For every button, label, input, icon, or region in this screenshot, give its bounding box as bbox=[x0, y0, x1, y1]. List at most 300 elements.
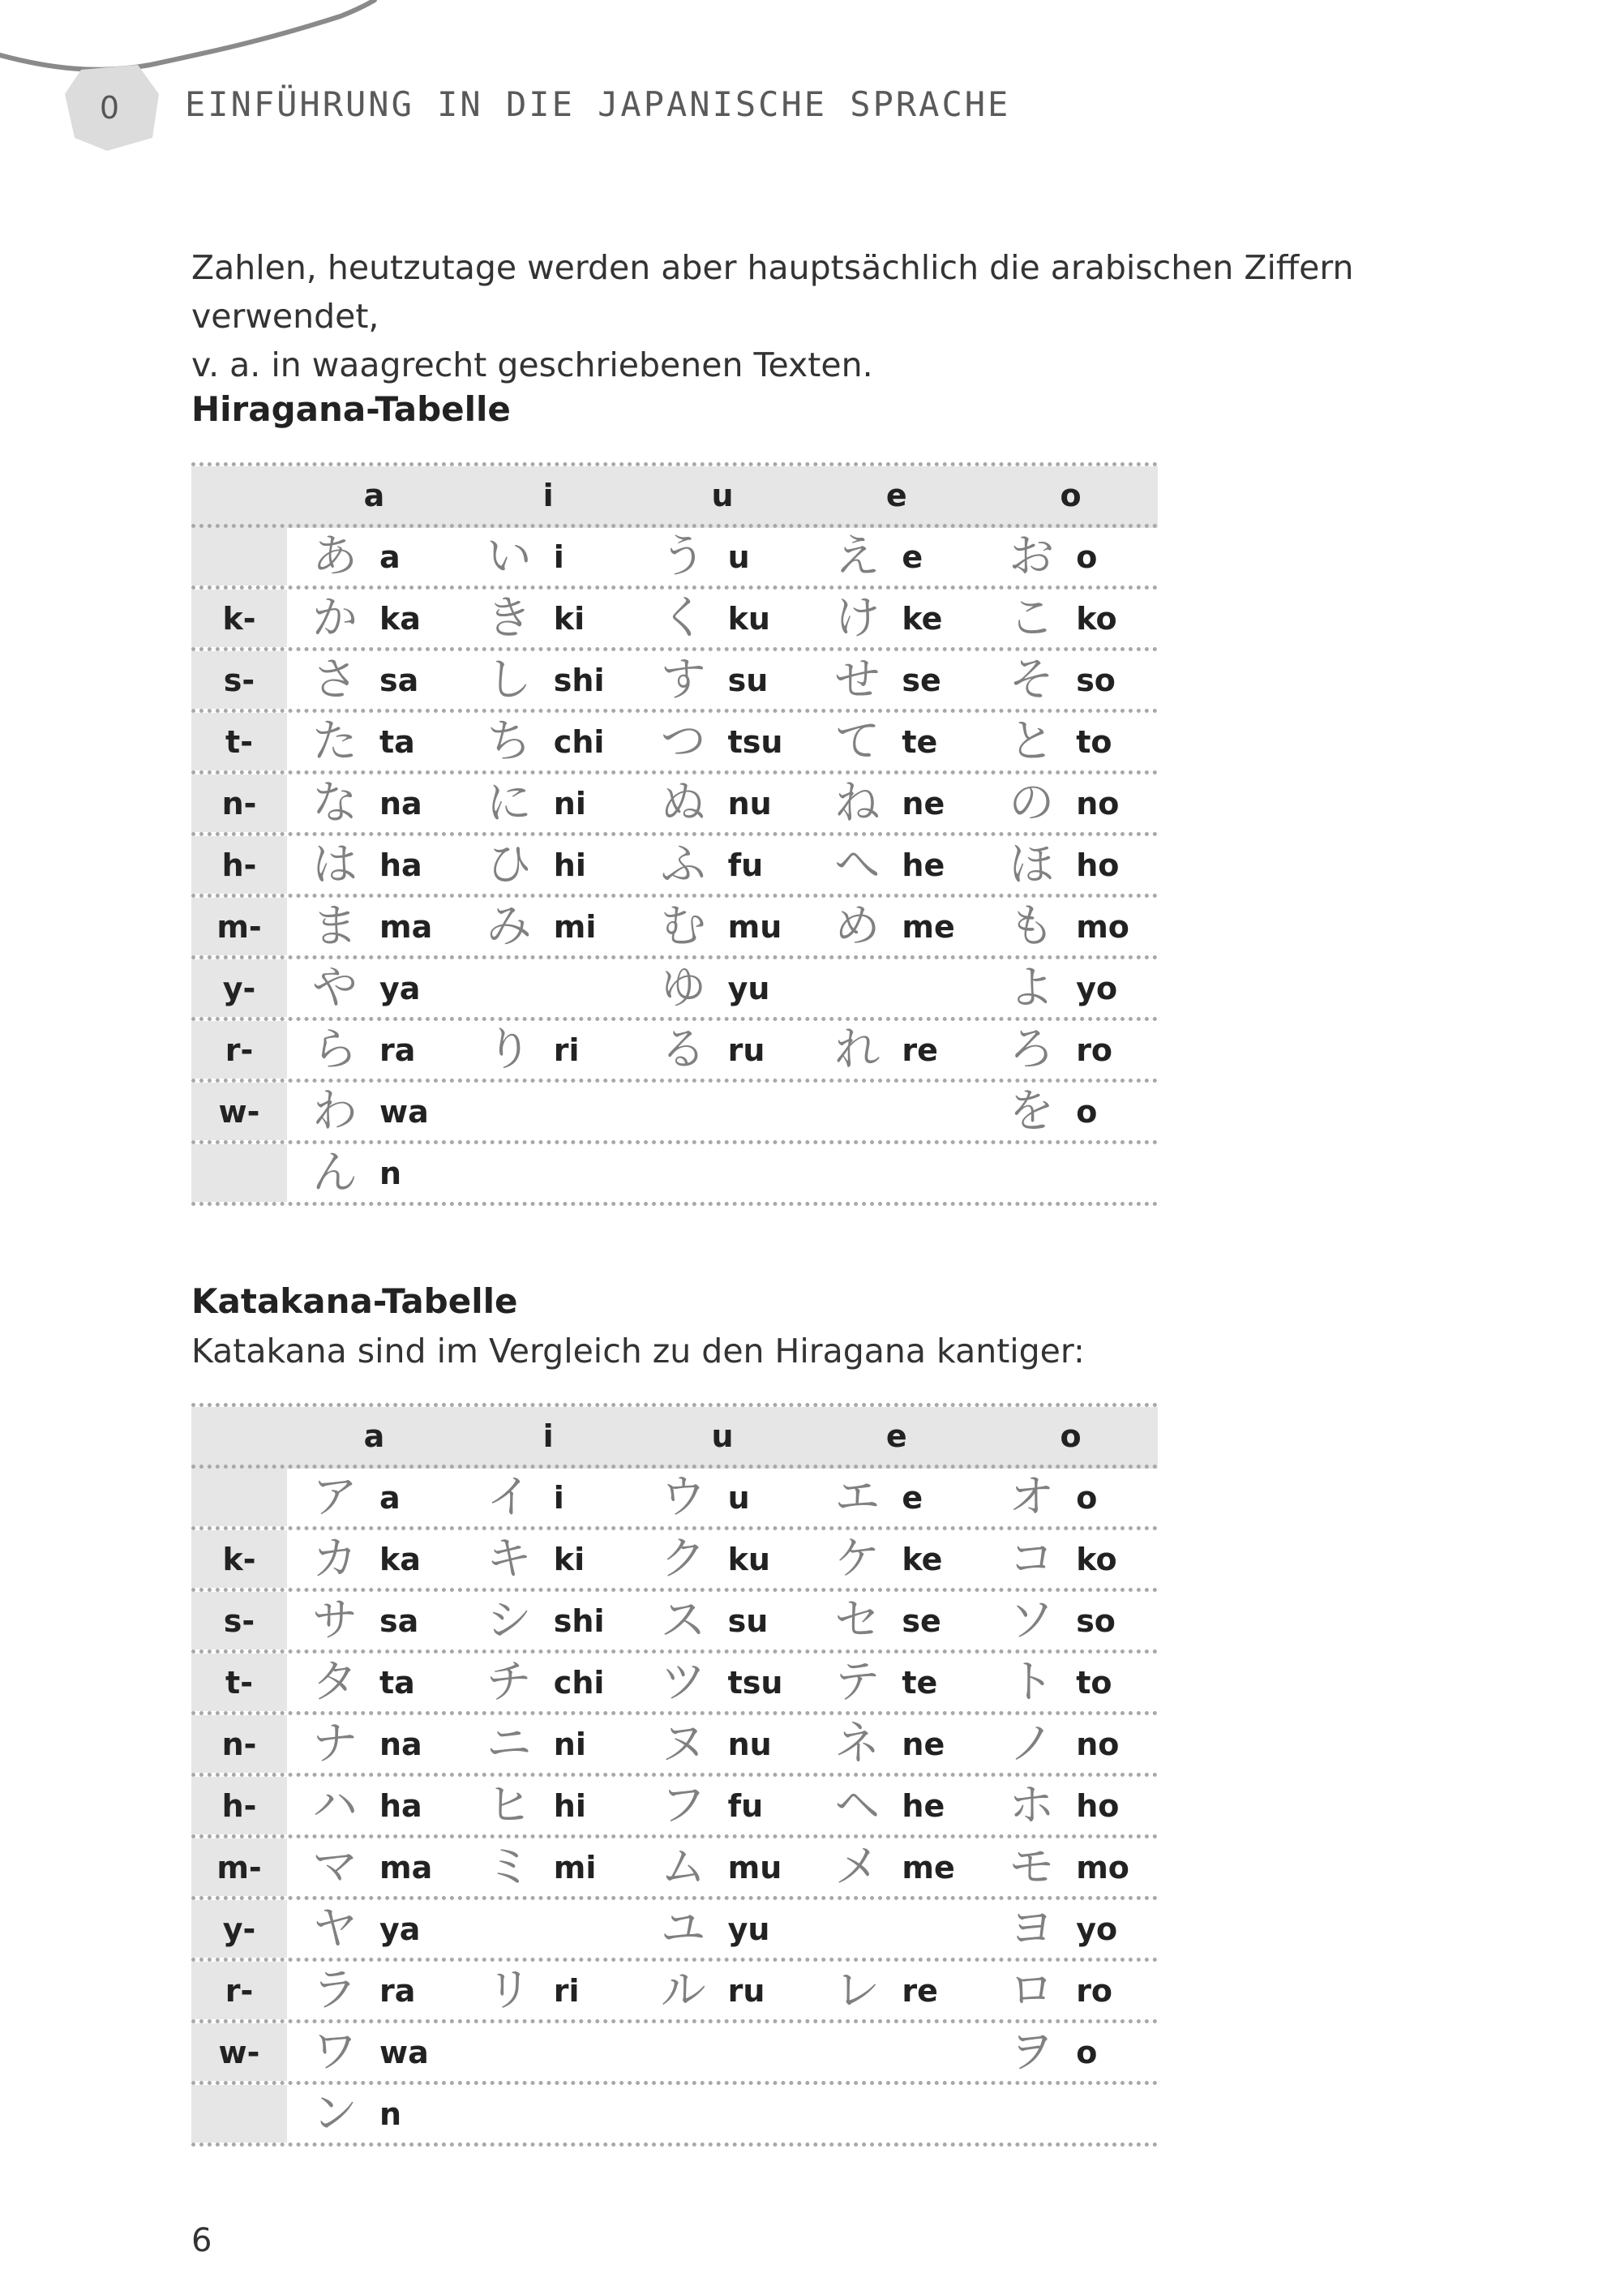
kana-cell bbox=[287, 1021, 461, 1079]
romaji-label: ki bbox=[553, 1541, 585, 1577]
romaji-label: ka bbox=[379, 600, 421, 637]
romaji-label: fu bbox=[727, 847, 764, 883]
kana-glyph: せ bbox=[834, 653, 881, 706]
katakana-title: Katakana-Tabelle bbox=[191, 1281, 518, 1321]
consonant-label: r- bbox=[191, 1021, 287, 1079]
romaji-label: na bbox=[379, 785, 422, 821]
romaji-label: re bbox=[902, 1032, 938, 1068]
kana-cell bbox=[461, 1021, 636, 1079]
kana-cell bbox=[983, 1962, 1158, 2019]
kana-cell bbox=[636, 1654, 810, 1711]
table-row bbox=[191, 1838, 1158, 1900]
empty-cell bbox=[809, 959, 983, 1017]
romaji-label: me bbox=[902, 908, 955, 945]
table-header-row bbox=[191, 1407, 1158, 1469]
kana-cell bbox=[287, 1469, 461, 1526]
kana-cell bbox=[287, 1715, 461, 1773]
kana-cell bbox=[809, 1530, 983, 1588]
romaji-label: ta bbox=[379, 1664, 415, 1701]
kana-cell bbox=[809, 528, 983, 586]
vowel-header: e bbox=[885, 1418, 907, 1454]
kana-glyph: リ bbox=[486, 1963, 532, 2017]
romaji-label: ko bbox=[1076, 600, 1117, 637]
kana-cell bbox=[983, 1715, 1158, 1773]
romaji-label: ha bbox=[379, 847, 422, 883]
kana-cell bbox=[983, 2023, 1158, 2081]
kana-glyph: ク bbox=[660, 1532, 706, 1585]
kana-glyph: か bbox=[312, 591, 358, 645]
kana-cell bbox=[983, 1592, 1158, 1649]
kana-cell bbox=[287, 774, 461, 832]
romaji-label: te bbox=[902, 1664, 938, 1701]
kana-cell bbox=[287, 1592, 461, 1649]
kana-cell bbox=[983, 1469, 1158, 1526]
romaji-label: yo bbox=[1076, 970, 1118, 1006]
kana-cell bbox=[461, 651, 636, 709]
kana-glyph: ス bbox=[660, 1594, 706, 1647]
kana-glyph: す bbox=[660, 653, 706, 706]
romaji-label: sa bbox=[379, 1602, 419, 1639]
empty-cell bbox=[461, 2023, 636, 2081]
romaji-label: wa bbox=[379, 1093, 429, 1130]
kana-cell bbox=[287, 898, 461, 955]
kana-glyph: い bbox=[486, 530, 532, 583]
header-corner-cell bbox=[191, 1407, 287, 1465]
romaji-label: ki bbox=[553, 600, 585, 637]
kana-glyph: わ bbox=[312, 1084, 358, 1138]
kana-cell bbox=[809, 713, 983, 770]
kana-glyph: た bbox=[312, 714, 358, 768]
consonant-label: m- bbox=[191, 1838, 287, 1896]
table-row bbox=[191, 1021, 1158, 1083]
kana-cell bbox=[809, 836, 983, 894]
kana-glyph: ユ bbox=[660, 1902, 706, 1955]
romaji-label: to bbox=[1076, 723, 1112, 760]
page-number: 6 bbox=[191, 2222, 212, 2259]
kana-glyph: ね bbox=[834, 776, 881, 830]
romaji-label: mo bbox=[1076, 908, 1129, 945]
kana-glyph: ほ bbox=[1009, 838, 1055, 891]
romaji-label: o bbox=[1076, 1093, 1098, 1130]
kana-cell bbox=[287, 1530, 461, 1588]
kana-cell bbox=[636, 1962, 810, 2019]
romaji-label: chi bbox=[553, 1664, 605, 1701]
kana-glyph: れ bbox=[834, 1023, 881, 1076]
chapter-title: EINFÜHRUNG IN DIE JAPANISCHE SPRACHE bbox=[185, 84, 1011, 124]
romaji-label: a bbox=[379, 1479, 401, 1516]
kana-glyph: む bbox=[660, 899, 706, 953]
kana-glyph: こ bbox=[1009, 591, 1055, 645]
header-corner-cell bbox=[191, 466, 287, 524]
table-row bbox=[191, 1530, 1158, 1592]
table-row bbox=[191, 1777, 1158, 1838]
header-decoration bbox=[0, 0, 422, 162]
kana-glyph: け bbox=[834, 591, 881, 645]
romaji-label: ke bbox=[902, 600, 943, 637]
kana-cell bbox=[287, 836, 461, 894]
kana-glyph: ケ bbox=[834, 1532, 881, 1585]
empty-cell bbox=[809, 1900, 983, 1958]
kana-cell bbox=[983, 1083, 1158, 1140]
romaji-label: mu bbox=[727, 908, 782, 945]
table-row bbox=[191, 1592, 1158, 1654]
katakana-subtitle: Katakana sind im Vergleich zu den Hiragana kantiger: bbox=[191, 1332, 1085, 1371]
kana-glyph: ヌ bbox=[660, 1717, 706, 1770]
hiragana-table bbox=[191, 462, 1158, 1206]
romaji-label: ho bbox=[1076, 847, 1120, 883]
kana-cell bbox=[636, 1900, 810, 1958]
table-header-row bbox=[191, 466, 1158, 528]
chapter-number: 0 bbox=[99, 90, 120, 126]
kana-cell bbox=[287, 1900, 461, 1958]
consonant-label: s- bbox=[191, 1592, 287, 1649]
kana-cell bbox=[461, 1530, 636, 1588]
intro-paragraph bbox=[191, 243, 1489, 389]
kana-glyph: ル bbox=[660, 1963, 706, 2017]
romaji-label: i bbox=[553, 538, 564, 575]
kana-cell bbox=[983, 528, 1158, 586]
consonant-label: h- bbox=[191, 1777, 287, 1834]
romaji-label: ke bbox=[902, 1541, 943, 1577]
kana-glyph: ん bbox=[312, 1146, 358, 1199]
romaji-label: no bbox=[1076, 785, 1120, 821]
kana-glyph: レ bbox=[834, 1963, 881, 2017]
romaji-label: ya bbox=[379, 1911, 421, 1947]
kana-cell bbox=[983, 1900, 1158, 1958]
table-row bbox=[191, 590, 1158, 651]
kana-cell bbox=[983, 1530, 1158, 1588]
kana-cell bbox=[461, 1838, 636, 1896]
romaji-label: ko bbox=[1076, 1541, 1117, 1577]
kana-glyph: に bbox=[486, 776, 532, 830]
romaji-label: ya bbox=[379, 970, 421, 1006]
romaji-label: n bbox=[379, 2096, 402, 2132]
kana-glyph: メ bbox=[834, 1840, 881, 1894]
kana-glyph: よ bbox=[1009, 961, 1055, 1015]
kana-cell bbox=[809, 1715, 983, 1773]
romaji-label: ra bbox=[379, 1972, 416, 2009]
consonant-label bbox=[191, 1469, 287, 1526]
kana-cell bbox=[809, 651, 983, 709]
table-row bbox=[191, 1469, 1158, 1530]
kana-glyph: ろ bbox=[1009, 1023, 1055, 1076]
romaji-label: te bbox=[902, 723, 938, 760]
kana-glyph: ヨ bbox=[1009, 1902, 1055, 1955]
romaji-label: nu bbox=[727, 785, 772, 821]
kana-glyph: フ bbox=[660, 1778, 706, 1832]
kana-glyph: タ bbox=[312, 1655, 358, 1709]
romaji-label: he bbox=[902, 847, 945, 883]
romaji-label: nu bbox=[727, 1726, 772, 1762]
kana-glyph: モ bbox=[1009, 1840, 1055, 1894]
empty-cell bbox=[809, 2085, 983, 2143]
consonant-label: k- bbox=[191, 1530, 287, 1588]
consonant-label: t- bbox=[191, 713, 287, 770]
kana-cell bbox=[461, 590, 636, 647]
romaji-label: fu bbox=[727, 1787, 764, 1824]
kana-cell bbox=[636, 1838, 810, 1896]
romaji-label: chi bbox=[553, 723, 605, 760]
consonant-label: w- bbox=[191, 2023, 287, 2081]
romaji-label: tsu bbox=[727, 1664, 783, 1701]
romaji-label: o bbox=[1076, 1479, 1098, 1516]
intro-line-2: v. a. in waagrecht geschriebenen Texten. bbox=[191, 345, 873, 384]
kana-glyph: や bbox=[312, 961, 358, 1015]
table-row bbox=[191, 836, 1158, 898]
consonant-label: n- bbox=[191, 1715, 287, 1773]
kana-glyph: お bbox=[1009, 530, 1055, 583]
empty-cell bbox=[461, 1144, 636, 1202]
empty-cell bbox=[461, 1083, 636, 1140]
empty-cell bbox=[636, 2023, 810, 2081]
table-row bbox=[191, 1900, 1158, 1962]
kana-glyph: テ bbox=[834, 1655, 881, 1709]
kana-glyph: ホ bbox=[1009, 1778, 1055, 1832]
kana-glyph: ン bbox=[312, 2087, 358, 2140]
romaji-label: yu bbox=[727, 1911, 770, 1947]
romaji-label: mi bbox=[553, 908, 597, 945]
kana-glyph: つ bbox=[660, 714, 706, 768]
empty-cell bbox=[983, 2085, 1158, 2143]
romaji-label: so bbox=[1076, 1602, 1116, 1639]
romaji-label: ru bbox=[727, 1972, 765, 2009]
romaji-label: shi bbox=[553, 662, 605, 698]
table-row bbox=[191, 528, 1158, 590]
romaji-label: ho bbox=[1076, 1787, 1120, 1824]
kana-cell bbox=[287, 1654, 461, 1711]
kana-cell bbox=[636, 713, 810, 770]
romaji-label: sa bbox=[379, 662, 419, 698]
kana-glyph: ヲ bbox=[1009, 2025, 1055, 2078]
romaji-label: ni bbox=[553, 1726, 586, 1762]
kana-cell bbox=[461, 1469, 636, 1526]
kana-glyph: ミ bbox=[486, 1840, 532, 1894]
hiragana-title: Hiragana-Tabelle bbox=[191, 389, 511, 429]
kana-cell bbox=[636, 1592, 810, 1649]
kana-cell bbox=[636, 836, 810, 894]
romaji-label: ri bbox=[553, 1032, 580, 1068]
kana-glyph: ノ bbox=[1009, 1717, 1055, 1770]
kana-glyph: へ bbox=[834, 838, 881, 891]
romaji-label: mi bbox=[553, 1849, 597, 1885]
kana-cell bbox=[809, 1777, 983, 1834]
romaji-label: ta bbox=[379, 723, 415, 760]
romaji-label: na bbox=[379, 1726, 422, 1762]
romaji-label: se bbox=[902, 662, 941, 698]
kana-cell bbox=[287, 2023, 461, 2081]
kana-glyph: も bbox=[1009, 899, 1055, 953]
romaji-label: u bbox=[727, 1479, 750, 1516]
vowel-header: u bbox=[711, 477, 734, 513]
kana-cell bbox=[287, 1962, 461, 2019]
kana-glyph: ネ bbox=[834, 1717, 881, 1770]
consonant-label bbox=[191, 1144, 287, 1202]
kana-cell bbox=[983, 1654, 1158, 1711]
empty-cell bbox=[636, 1144, 810, 1202]
kana-glyph: り bbox=[486, 1023, 532, 1076]
kana-glyph: そ bbox=[1009, 653, 1055, 706]
intro-line-1: Zahlen, heutzutage werden aber hauptsächlich die arabischen Ziffern verwendet, bbox=[191, 248, 1354, 336]
kana-cell bbox=[461, 528, 636, 586]
kana-cell bbox=[636, 1530, 810, 1588]
empty-cell bbox=[809, 1083, 983, 1140]
vowel-header: i bbox=[542, 1418, 554, 1454]
kana-cell bbox=[636, 590, 810, 647]
kana-glyph: ゆ bbox=[660, 961, 706, 1015]
romaji-label: e bbox=[902, 538, 923, 575]
empty-cell bbox=[461, 959, 636, 1017]
romaji-label: se bbox=[902, 1602, 941, 1639]
consonant-label bbox=[191, 2085, 287, 2143]
romaji-label: ma bbox=[379, 908, 433, 945]
romaji-label: no bbox=[1076, 1726, 1120, 1762]
romaji-label: ha bbox=[379, 1787, 422, 1824]
romaji-label: n bbox=[379, 1155, 402, 1191]
kana-glyph: る bbox=[660, 1023, 706, 1076]
kana-glyph: ロ bbox=[1009, 1963, 1055, 2017]
kana-cell bbox=[983, 898, 1158, 955]
kana-cell bbox=[809, 1838, 983, 1896]
kana-cell bbox=[461, 1962, 636, 2019]
romaji-label: yo bbox=[1076, 1911, 1118, 1947]
kana-cell bbox=[287, 1083, 461, 1140]
kana-glyph: サ bbox=[312, 1594, 358, 1647]
kana-cell bbox=[461, 1592, 636, 1649]
kana-glyph: ふ bbox=[660, 838, 706, 891]
romaji-label: mo bbox=[1076, 1849, 1129, 1885]
romaji-label: ne bbox=[902, 1726, 945, 1762]
kana-glyph: め bbox=[834, 899, 881, 953]
kana-glyph: マ bbox=[312, 1840, 358, 1894]
katakana-table bbox=[191, 1403, 1158, 2147]
romaji-label: tsu bbox=[727, 723, 783, 760]
kana-glyph: な bbox=[312, 776, 358, 830]
table-row bbox=[191, 1715, 1158, 1777]
empty-cell bbox=[636, 1083, 810, 1140]
kana-glyph: と bbox=[1009, 714, 1055, 768]
kana-glyph: ひ bbox=[486, 838, 532, 891]
table-row bbox=[191, 898, 1158, 959]
consonant-label: s- bbox=[191, 651, 287, 709]
consonant-label: m- bbox=[191, 898, 287, 955]
romaji-label: e bbox=[902, 1479, 923, 1516]
vowel-header: i bbox=[542, 477, 554, 513]
kana-glyph: ナ bbox=[312, 1717, 358, 1770]
table-row bbox=[191, 1083, 1158, 1144]
kana-glyph: あ bbox=[312, 530, 358, 583]
kana-cell bbox=[287, 590, 461, 647]
kana-cell bbox=[461, 774, 636, 832]
consonant-label: n- bbox=[191, 774, 287, 832]
kana-glyph: ソ bbox=[1009, 1594, 1055, 1647]
romaji-label: ro bbox=[1076, 1032, 1113, 1068]
kana-glyph: キ bbox=[486, 1532, 532, 1585]
kana-glyph: さ bbox=[312, 653, 358, 706]
table-row bbox=[191, 2085, 1158, 2147]
consonant-label: r- bbox=[191, 1962, 287, 2019]
kana-cell bbox=[636, 1777, 810, 1834]
consonant-label: w- bbox=[191, 1083, 287, 1140]
kana-cell bbox=[809, 590, 983, 647]
kana-cell bbox=[983, 1838, 1158, 1896]
kana-cell bbox=[983, 713, 1158, 770]
kana-glyph: カ bbox=[312, 1532, 358, 1585]
kana-glyph: チ bbox=[486, 1655, 532, 1709]
table-row bbox=[191, 651, 1158, 713]
kana-glyph: ニ bbox=[486, 1717, 532, 1770]
consonant-label: h- bbox=[191, 836, 287, 894]
romaji-label: wa bbox=[379, 2034, 429, 2070]
kana-glyph: ツ bbox=[660, 1655, 706, 1709]
romaji-label: re bbox=[902, 1972, 938, 2009]
kana-cell bbox=[636, 774, 810, 832]
romaji-label: ri bbox=[553, 1972, 580, 2009]
kana-glyph: イ bbox=[486, 1470, 532, 1524]
kana-cell bbox=[287, 1144, 461, 1202]
kana-cell bbox=[809, 774, 983, 832]
kana-glyph: ヒ bbox=[486, 1778, 532, 1832]
kana-cell bbox=[809, 1592, 983, 1649]
empty-cell bbox=[461, 2085, 636, 2143]
kana-glyph: セ bbox=[834, 1594, 881, 1647]
kana-cell bbox=[636, 959, 810, 1017]
romaji-label: ro bbox=[1076, 1972, 1113, 2009]
kana-glyph: ア bbox=[312, 1470, 358, 1524]
kana-cell bbox=[636, 898, 810, 955]
kana-cell bbox=[636, 1715, 810, 1773]
romaji-label: mu bbox=[727, 1849, 782, 1885]
kana-glyph: て bbox=[834, 714, 881, 768]
kana-cell bbox=[983, 836, 1158, 894]
romaji-label: he bbox=[902, 1787, 945, 1824]
empty-cell bbox=[636, 2085, 810, 2143]
kana-cell bbox=[636, 651, 810, 709]
romaji-label: ma bbox=[379, 1849, 433, 1885]
kana-cell bbox=[636, 1021, 810, 1079]
romaji-label: to bbox=[1076, 1664, 1112, 1701]
empty-cell bbox=[809, 1144, 983, 1202]
romaji-label: a bbox=[379, 538, 401, 575]
table-row bbox=[191, 2023, 1158, 2085]
kana-cell bbox=[461, 1654, 636, 1711]
kana-glyph: み bbox=[486, 899, 532, 953]
romaji-label: i bbox=[553, 1479, 564, 1516]
romaji-label: so bbox=[1076, 662, 1116, 698]
kana-cell bbox=[809, 1021, 983, 1079]
kana-cell bbox=[287, 713, 461, 770]
vowel-header: o bbox=[1060, 1418, 1082, 1454]
kana-cell bbox=[809, 1654, 983, 1711]
vowel-header: a bbox=[363, 477, 385, 513]
kana-glyph: き bbox=[486, 591, 532, 645]
romaji-label: hi bbox=[553, 1787, 586, 1824]
consonant-label bbox=[191, 528, 287, 586]
kana-glyph: は bbox=[312, 838, 358, 891]
table-row bbox=[191, 713, 1158, 774]
kana-glyph: の bbox=[1009, 776, 1055, 830]
kana-glyph: ラ bbox=[312, 1963, 358, 2017]
romaji-label: su bbox=[727, 1602, 769, 1639]
kana-glyph: を bbox=[1009, 1084, 1055, 1138]
kana-glyph: オ bbox=[1009, 1470, 1055, 1524]
kana-glyph: え bbox=[834, 530, 881, 583]
kana-cell bbox=[461, 836, 636, 894]
kana-glyph: ら bbox=[312, 1023, 358, 1076]
romaji-label: o bbox=[1076, 2034, 1098, 2070]
consonant-label: k- bbox=[191, 590, 287, 647]
kana-cell bbox=[983, 959, 1158, 1017]
kana-cell bbox=[636, 1469, 810, 1526]
